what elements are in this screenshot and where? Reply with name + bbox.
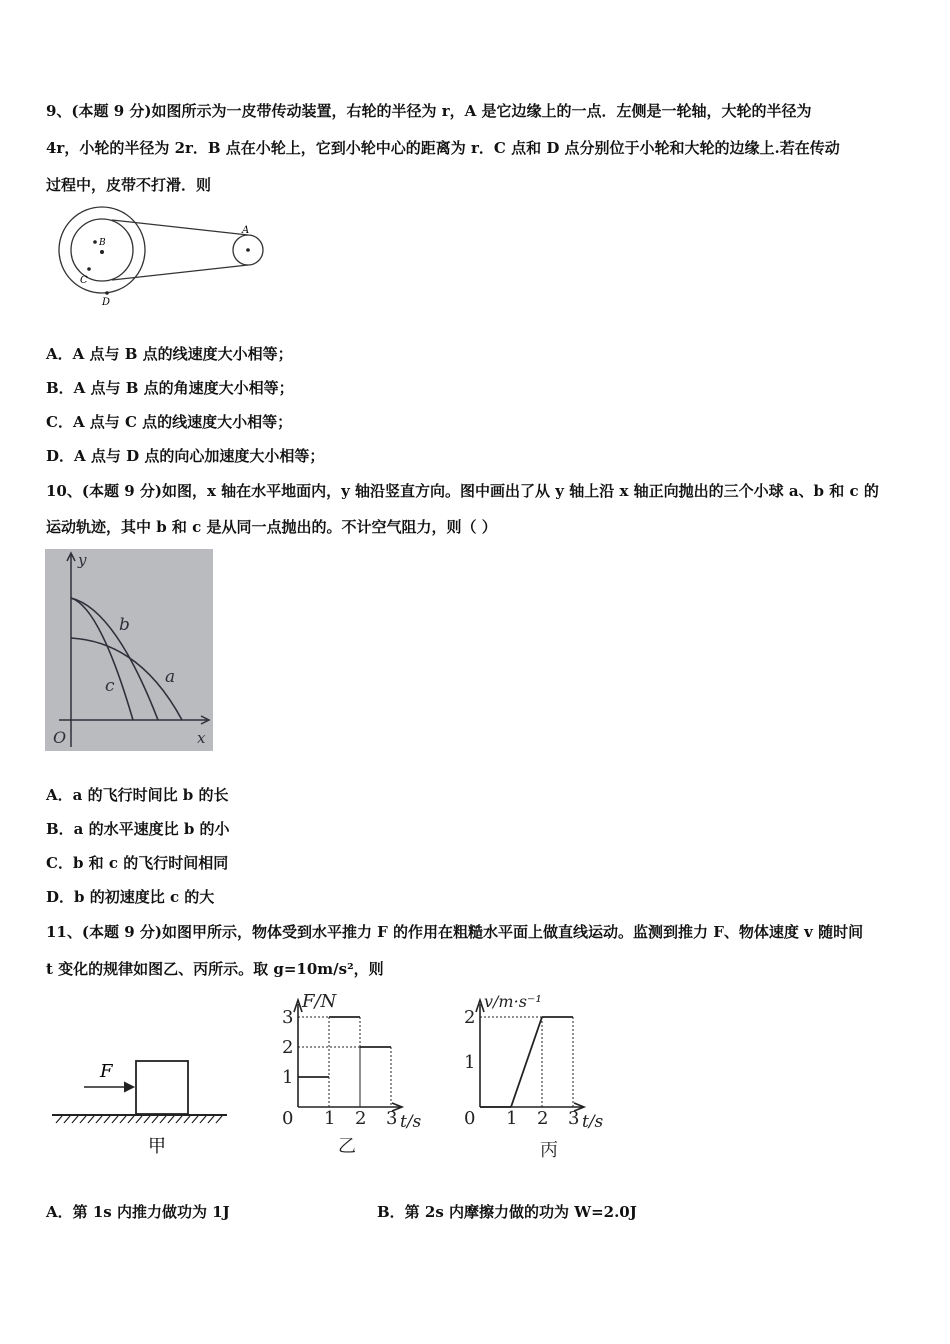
bing-ytick-1: 1 <box>464 1052 476 1073</box>
q9-option-b: B．A 点与 B 点的角速度大小相等； <box>46 379 294 397</box>
bing-xtick-2: 2 <box>537 1108 549 1129</box>
q10-stem-line2: 运动轨迹，其中 b 和 c 是从同一点抛出的。不计空气阻力，则（ ） <box>46 518 497 536</box>
caption-yi: 乙 <box>338 1136 356 1157</box>
yi-origin: 0 <box>282 1108 294 1129</box>
point-a <box>246 248 250 252</box>
belt-bottom <box>112 265 248 280</box>
q9-stem-line1: 9、(本题 9 分)如图所示为一皮带传动装置，右轮的半径为 r，A 是它边缘上的一点．左侧是一轮轴，大轮的半径为 <box>46 102 812 120</box>
bing-plot <box>480 1017 573 1107</box>
label-c: C <box>80 275 88 286</box>
q10-option-c: C．b 和 c 的飞行时间相同 <box>46 854 229 872</box>
point-d <box>105 291 109 295</box>
q10-trajectory-figure <box>45 549 213 751</box>
yi-ytick-3: 3 <box>282 1007 294 1028</box>
q9-stem-line2: 4r，小轮的半径为 2r．B 点在小轮上，它到小轮中心的距离为 r．C 点和 D 点分别位于小轮和大轮的边缘上.若在传动 <box>46 139 840 157</box>
yi-xlabel: t/s <box>400 1112 422 1132</box>
point-c <box>87 267 91 271</box>
yi-plot <box>298 1017 391 1107</box>
q9-belt-figure <box>50 205 270 315</box>
bing-data-segment <box>511 1017 542 1107</box>
trajectory-b <box>71 598 158 720</box>
q10-option-a: A．a 的飞行时间比 b 的长 <box>46 786 229 804</box>
yi-xtick-3: 3 <box>386 1108 398 1129</box>
bing-xtick-3: 3 <box>568 1108 580 1129</box>
yi-xtick-1: 1 <box>324 1108 336 1129</box>
yi-xtick-2: 2 <box>355 1108 367 1129</box>
block <box>136 1061 188 1114</box>
q11-option-b: B．第 2s 内摩擦力做的功为 W=2.0J <box>377 1203 637 1221</box>
q9-option-a: A．A 点与 B 点的线速度大小相等； <box>46 345 293 363</box>
q11-fig-yi <box>278 990 438 1165</box>
label-b: B <box>99 238 106 248</box>
bing-xtick-1: 1 <box>506 1108 518 1129</box>
label-c-curve: c <box>105 676 115 696</box>
bing-xlabel: t/s <box>582 1112 604 1132</box>
label-a: A <box>242 225 250 236</box>
yi-ytick-1: 1 <box>282 1067 294 1088</box>
q11-stem-line2: t 变化的规律如图乙、丙所示。取 g=10m/s²，则 <box>46 960 384 978</box>
point-b <box>93 240 97 244</box>
yi-ytick-2: 2 <box>282 1037 294 1058</box>
bing-ytick-2: 2 <box>464 1007 476 1028</box>
q11-option-a: A．第 1s 内推力做功为 1J <box>46 1203 230 1221</box>
q10-stem-line1: 10、(本题 9 分)如图，x 轴在水平地面内，y 轴沿竖直方向。图中画出了从 y 轴上沿 x 轴正向抛出的三个小球 a、b 和 c 的 <box>46 482 879 500</box>
q9-option-c: C．A 点与 C 点的线速度大小相等； <box>46 413 293 431</box>
label-y: y <box>78 551 87 569</box>
ground-hatch <box>56 1116 222 1123</box>
q10-option-d: D．b 的初速度比 c 的大 <box>46 888 215 906</box>
label-a-curve: a <box>165 667 176 687</box>
q11-fig-jia <box>52 1055 232 1160</box>
center-dot <box>100 250 104 254</box>
caption-bing: 丙 <box>540 1140 558 1161</box>
force-label: F <box>100 1061 113 1082</box>
label-d: D <box>102 297 111 308</box>
q10-trajectory-photo <box>45 549 213 751</box>
q11-fig-bing <box>460 990 620 1165</box>
label-x: x <box>197 729 206 747</box>
label-origin: O <box>53 728 67 747</box>
label-b-curve: b <box>119 615 130 635</box>
q9-option-d: D．A 点与 D 点的向心加速度大小相等； <box>46 447 325 465</box>
belt-top <box>112 220 248 235</box>
yi-ylabel: F/N <box>302 991 337 1012</box>
force-arrowhead <box>124 1082 134 1092</box>
bing-ylabel: v/m·s⁻¹ <box>484 992 542 1011</box>
bing-origin: 0 <box>464 1108 476 1129</box>
q10-option-b: B．a 的水平速度比 b 的小 <box>46 820 230 838</box>
caption-jia: 甲 <box>148 1136 166 1157</box>
q11-stem-line1: 11、(本题 9 分)如图甲所示，物体受到水平推力 F 的作用在粗糙水平面上做直线运动。监测到推力 F、物体速度 v 随时间 <box>46 923 864 941</box>
q9-stem-line3: 过程中，皮带不打滑．则 <box>46 176 212 194</box>
